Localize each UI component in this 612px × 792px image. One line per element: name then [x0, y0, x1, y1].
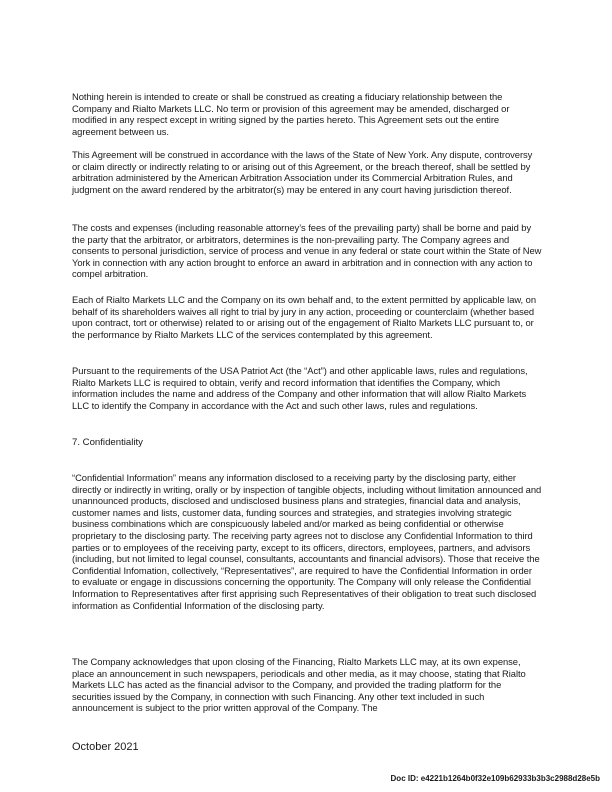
paragraph-jury-waiver: Each of Rialto Markets LLC and the Company on its own behalf and, to the extent permitted by applicable law, on behalf of its shareholders waives all right to trial by jury in any action, proceeding or counterclaim (whether based upon contract, tort or otherwise) related to or arising out of the engagement of Rialto Markets LLC pursuant to, or the performance by Rialto Markets LLC of the services contemplated by this agreement.	[72, 294, 536, 340]
paragraph-costs-expenses: The costs and expenses (including reasonable attorney’s fees of the prevailing party) shall be borne and paid by the party that the arbitrator, or arbitrators, determines is the non-prevailing party. The Company agrees and consents to personal jurisdiction, service of process and venue in any federal or state court within the State of New York in connection with any action brought to enforce an award in arbitration and in connection with any action to compel arbitration.	[72, 222, 542, 280]
paragraph-announcement: The Company acknowledges that upon closing of the Financing, Rialto Markets LLC may, at its own expense, place an announcement in such newspapers, periodicals and other media, as it may choose, stating that Rialto Markets LLC has acted as the financial advisor to the Company, and provided the trading platform for the securities issued by the Company, in connection with such Financing. Any other text included in such announcement is subject to the prior written approval of the Company. The	[72, 656, 526, 714]
paragraph-governing-law: This Agreement will be construed in accordance with the laws of the State of New York. Any dispute, controversy or claim directly or indirectly relating to or arising out of this Agreement, or the breach thereof, shall be settled by arbitration administered by the American Arbitration Association under its Commercial Arbitration Rules, and judgment on the award rendered by the arbitrator(s) may be entered in any court having jurisdiction thereof.	[72, 149, 533, 195]
paragraph-confidential-information: “Confidential Information” means any information disclosed to a receiving party by the disclosing party, either directly or indirectly in writing, orally or by inspection of tangible objects, including without limitation announced and unannounced products, disclosed and undisclosed business plans and strategies, financial data and analysis, customer names and lists, customer data, funding sources and strategies, and strategies involving strategic business combinations which are conspicuously labeled and/or marked as being confidential or otherwise proprietary to the disclosing party. The receiving party agrees not to disclose any Confidential Information to third parties or to employees of the receiving party, except to its officers, directors, employees, partners, and advisors (including, but not limited to legal counsel, consultants, accountants and financial advisors). Those that receive the Confidential Infomation, collectively, “Representatives”, are required to have the Confidential Information in order to evaluate or engage in discussions concerning the opportunity. The Company will only release the Confidential Information to Representatives after first apprising such Representatives of their obligation to treat such disclosed information as Confidential Information of the disclosing party.	[72, 472, 542, 611]
footer-date: October 2021	[72, 741, 139, 753]
paragraph-patriot-act: Pursuant to the requirements of the USA Patriot Act (the “Act”) and other applicable laws, rules and regulations, Rialto Markets LLC is required to obtain, verify and record information that identifies the Company, which information includes the name and address of the Company and other information that will allow Rialto Markets LLC to identify the Company in accordance with the Act and such other laws, rules and regulations.	[72, 365, 528, 411]
doc-id: Doc ID: e4221b1264b0f32e109b62933b3b3c2988d28e5b	[390, 774, 600, 783]
section-heading-confidentiality: 7. Confidentiality	[72, 437, 143, 448]
paragraph-fiduciary: Nothing herein is intended to create or shall be construed as creating a fiduciary relationship between the Company and Rialto Markets LLC. No term or provision of this agreement may be amended, discharged or modified in any respect except in writing signed by the parties hereto. This Agreement sets out the entire agreement between us.	[72, 91, 510, 137]
